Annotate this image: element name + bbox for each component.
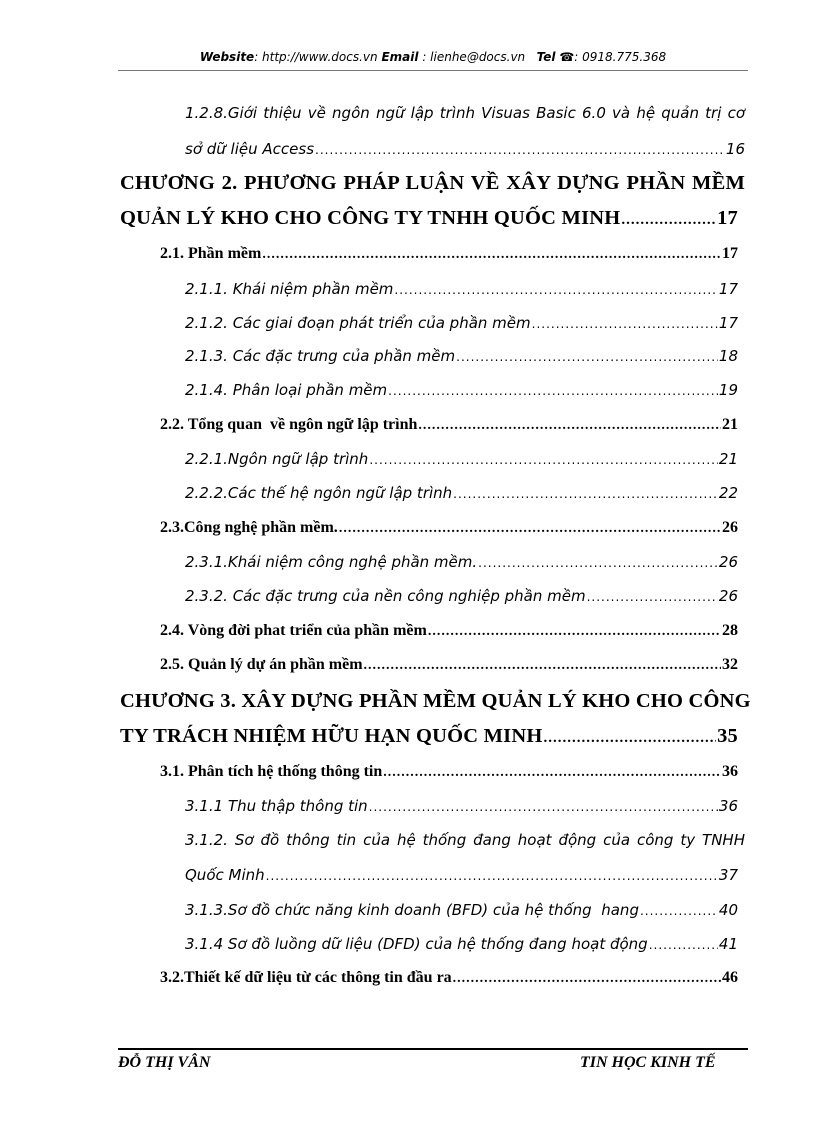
toc-section-title: 2.3.Công nghệ phần mềm. — [160, 519, 338, 536]
toc-page-number: 18 — [718, 347, 738, 365]
leader-dots — [383, 765, 721, 781]
toc-chapter-3-line1 — [120, 690, 751, 713]
toc-section-title: 2.5. Quản lý dự án phần mềm — [160, 656, 363, 673]
toc-entry-title: sở dữ liệu Access — [185, 140, 315, 158]
toc-entry-title: 2.3.2. Các đặc trưng của nền công nghiệp phần mềm — [185, 587, 586, 605]
toc-entry-title: 3.1.3.Sơ đồ chức năng kinh doanh (BFD) của hệ thống hang — [185, 901, 639, 919]
website-label: Website — [199, 50, 255, 64]
toc-chapter-text: CHƯƠNG 2. PHƯƠNG PHÁP LUẬN VỀ XÂY DỰNG PHẦN MỀM — [120, 172, 745, 194]
leader-dots — [543, 730, 716, 747]
toc-entry-2-2-1[interactable] — [185, 450, 738, 476]
tel-label: Tel — [536, 50, 556, 64]
toc-entry-title: 2.3.1.Khái niệm công nghệ phần mềm. — [185, 553, 478, 571]
leader-dots — [364, 658, 721, 674]
toc-entry-title: 2.1.2. Các giai đoạn phát triển của phần mềm — [185, 314, 531, 332]
toc-page-number: 17 — [722, 245, 738, 262]
toc-section-title: 2.4. Vòng đời phat triển của phần mềm — [160, 622, 427, 639]
leader-dots — [394, 283, 718, 297]
toc-entry-2-1-3[interactable] — [185, 347, 738, 373]
toc-page-number: 16 — [725, 140, 745, 158]
toc-section-title: 3.2.Thiết kế dữ liệu từ các thông tin đầu ra — [160, 969, 452, 986]
toc-entry-2-3-2[interactable] — [185, 587, 738, 613]
toc-chapter-3[interactable] — [120, 725, 738, 755]
toc-page-number: 40 — [718, 901, 738, 919]
leader-dots — [640, 904, 718, 918]
toc-page-number: 21 — [718, 450, 738, 468]
footer-divider — [118, 1048, 748, 1050]
toc-entry-3-1-1[interactable] — [185, 797, 738, 823]
toc-page-number: 37 — [718, 866, 738, 884]
toc-page-number: 22 — [718, 484, 738, 502]
toc-entry-3-1-4[interactable] — [185, 935, 738, 961]
leader-dots — [262, 247, 721, 263]
toc-chapter-2[interactable] — [120, 207, 738, 237]
toc-entry-title: 3.1.4 Sơ đồ luồng dữ liệu (DFD) của hệ thống đang hoạt động — [185, 935, 648, 953]
toc-entry-title: 2.1.3. Các đặc trưng của phần mềm — [185, 347, 456, 365]
leader-dots — [266, 869, 718, 883]
toc-page-number: 36 — [722, 763, 738, 780]
leader-dots — [621, 212, 716, 229]
toc-chapter-title: TY TRÁCH NHIỆM HỮU HẠN QUỐC MINH — [120, 725, 543, 747]
toc-entry-title: Quốc Minh — [185, 866, 265, 884]
toc-page-number: 26 — [722, 519, 738, 536]
leader-dots — [428, 624, 721, 640]
leader-dots — [369, 453, 718, 467]
toc-section-3-2[interactable] — [160, 969, 738, 995]
leader-dots — [388, 384, 718, 398]
toc-page-number: 41 — [718, 935, 738, 953]
toc-section-title: 2.1. Phần mềm — [160, 245, 262, 262]
toc-chapter-2-line1 — [120, 172, 745, 195]
toc-section-3-1[interactable] — [160, 763, 738, 789]
toc-page-number: 26 — [718, 587, 738, 605]
website-value[interactable]: : http://www.docs.vn — [254, 50, 378, 64]
toc-entry-text: 1.2.8.Giới thiệu về ngôn ngữ lập trình Visuas Basic 6.0 và hệ quản trị cơ — [185, 104, 745, 122]
toc-entry-3-1-3[interactable] — [185, 901, 738, 927]
toc-entry-2-1-1[interactable] — [185, 280, 738, 306]
leader-dots — [532, 317, 718, 331]
toc-chapter-title: QUẢN LÝ KHO CHO CÔNG TY TNHH QUỐC MINH — [120, 207, 621, 229]
toc-entry-title: 2.2.2.Các thế hệ ngôn ngữ lập trình — [185, 484, 453, 502]
toc-entry-3-1-2-line1 — [185, 831, 745, 849]
toc-page-number: 17 — [717, 207, 738, 229]
leader-dots — [453, 487, 718, 501]
toc-page-number: 19 — [718, 381, 738, 399]
leader-dots — [418, 418, 721, 434]
leader-dots — [369, 800, 718, 814]
page-header — [118, 50, 748, 64]
phone-icon: ☎ — [559, 50, 575, 64]
toc-section-2-5[interactable] — [160, 656, 738, 682]
toc-chapter-text: CHƯƠNG 3. XÂY DỰNG PHẦN MỀM QUẢN LÝ KHO CHO CÔNG — [120, 690, 751, 712]
toc-entry-text: 3.1.2. Sơ đồ thông tin của hệ thống đang hoạt động của công ty TNHH — [185, 831, 745, 849]
toc-page-number: 35 — [717, 725, 738, 747]
toc-page-number: 36 — [718, 797, 738, 815]
toc-page-number: 21 — [722, 416, 738, 433]
email-value[interactable]: : lienhe@docs.vn — [418, 50, 526, 64]
toc-section-title: 2.2. Tổng quan về ngôn ngữ lập trình — [160, 416, 418, 433]
leader-dots — [478, 556, 718, 570]
toc-page-number: 46 — [722, 969, 738, 986]
leader-dots — [339, 521, 721, 537]
tel-value: : 0918.775.368 — [574, 50, 667, 64]
footer-author: ĐỖ THỊ VÂN — [118, 1054, 211, 1071]
toc-page-number: 26 — [718, 553, 738, 571]
toc-section-2-2[interactable] — [160, 416, 738, 442]
toc-entry-title: 2.1.1. Khái niệm phần mềm — [185, 280, 394, 298]
toc-entry-1-2-8-line1 — [185, 104, 745, 122]
toc-entry-2-3-1[interactable] — [185, 553, 738, 579]
footer-department: TIN HỌC KINH TẾ — [580, 1054, 716, 1071]
toc-entry-title: 2.2.1.Ngôn ngữ lập trình — [185, 450, 369, 468]
toc-section-2-1[interactable] — [160, 245, 738, 271]
toc-entry-1-2-8[interactable] — [185, 140, 745, 166]
leader-dots — [315, 143, 725, 157]
toc-entry-2-1-4[interactable] — [185, 381, 738, 407]
leader-dots — [453, 971, 721, 987]
toc-entry-2-1-2[interactable] — [185, 314, 738, 340]
toc-section-title: 3.1. Phân tích hệ thống thông tin — [160, 763, 383, 780]
toc-page-number: 17 — [718, 280, 738, 298]
email-label: Email — [381, 50, 419, 64]
leader-dots — [649, 938, 718, 952]
toc-section-2-3[interactable] — [160, 519, 738, 545]
toc-entry-3-1-2[interactable] — [185, 866, 738, 892]
leader-dots — [587, 590, 718, 604]
toc-entry-title: 2.1.4. Phân loại phần mềm — [185, 381, 388, 399]
toc-page-number: 17 — [718, 314, 738, 332]
toc-page-number: 32 — [722, 656, 738, 673]
leader-dots — [456, 350, 718, 364]
header-divider — [118, 70, 748, 71]
toc-page-number: 28 — [722, 622, 738, 639]
toc-entry-2-2-2[interactable] — [185, 484, 738, 510]
toc-section-2-4[interactable] — [160, 622, 738, 648]
toc-entry-title: 3.1.1 Thu thập thông tin — [185, 797, 368, 815]
